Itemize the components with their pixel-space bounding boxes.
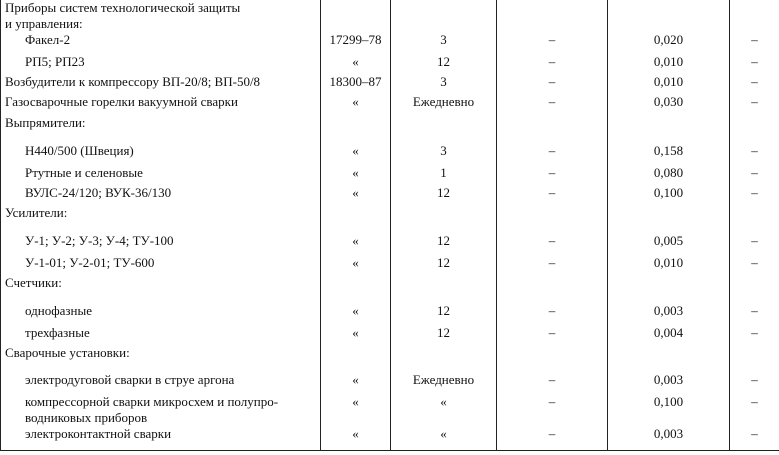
cell-col5: 0,003 bbox=[608, 303, 730, 325]
cell-standard: 18300–87 bbox=[321, 74, 391, 94]
cell-col4: – bbox=[497, 32, 608, 54]
cell-col5: 0,004 bbox=[608, 325, 730, 345]
cell-col4: – bbox=[497, 394, 608, 410]
cell-name bbox=[1, 205, 321, 233]
cell-standard: « bbox=[321, 325, 391, 345]
cell-col6 bbox=[730, 16, 779, 32]
cell-period: Ежедневно bbox=[391, 94, 497, 115]
cell-period: Ежедневно bbox=[391, 372, 497, 394]
cell-col5: 0,005 bbox=[608, 233, 730, 255]
table-row bbox=[1, 410, 779, 426]
cell-col5 bbox=[608, 205, 730, 233]
cell-name bbox=[1, 345, 321, 372]
cell-name bbox=[1, 303, 321, 325]
cell-standard bbox=[321, 410, 391, 426]
cell-col4 bbox=[497, 0, 608, 16]
cell-col5: 0,020 bbox=[608, 32, 730, 54]
table-row bbox=[1, 394, 779, 410]
table-row bbox=[1, 233, 779, 255]
cell-name bbox=[1, 394, 321, 410]
cell-name bbox=[1, 325, 321, 345]
cell-period: 12 bbox=[391, 325, 497, 345]
cell-name bbox=[1, 255, 321, 275]
cell-col4: – bbox=[497, 233, 608, 255]
row-name: компрессорной сварки микросхем и полупро- bbox=[25, 394, 279, 409]
row-name: Усилители: bbox=[5, 205, 68, 220]
table-row bbox=[1, 54, 779, 74]
row-name: однофазные bbox=[25, 303, 92, 318]
cell-col5: 0,010 bbox=[608, 255, 730, 275]
table-row bbox=[1, 143, 779, 165]
cell-standard: « bbox=[321, 165, 391, 185]
cell-col4: – bbox=[497, 255, 608, 275]
cell-col4 bbox=[497, 345, 608, 372]
cell-col4: – bbox=[497, 303, 608, 325]
cell-standard: « bbox=[321, 185, 391, 205]
cell-col6 bbox=[730, 115, 779, 143]
row-name: Сварочные установки: bbox=[5, 345, 130, 360]
cell-name bbox=[1, 143, 321, 165]
table-row bbox=[1, 255, 779, 275]
cell-period: 12 bbox=[391, 185, 497, 205]
cell-col6: – bbox=[730, 372, 779, 394]
cell-col6 bbox=[730, 345, 779, 372]
cell-col5 bbox=[608, 275, 730, 303]
cell-standard bbox=[321, 205, 391, 233]
cell-col5 bbox=[608, 16, 730, 32]
cell-col4: – bbox=[497, 74, 608, 94]
cell-col6 bbox=[730, 0, 779, 16]
cell-standard bbox=[321, 0, 391, 16]
cell-col4: – bbox=[497, 54, 608, 74]
cell-period: 1 bbox=[391, 165, 497, 185]
table-body bbox=[1, 0, 779, 450]
cell-standard bbox=[321, 16, 391, 32]
cell-standard bbox=[321, 345, 391, 372]
table-row bbox=[1, 372, 779, 394]
cell-col6: – bbox=[730, 426, 779, 450]
cell-name bbox=[1, 54, 321, 74]
cell-col4: – bbox=[497, 372, 608, 394]
table-row bbox=[1, 205, 779, 233]
cell-col6: – bbox=[730, 233, 779, 255]
table-row bbox=[1, 185, 779, 205]
cell-period: 12 bbox=[391, 233, 497, 255]
cell-col4 bbox=[497, 410, 608, 426]
cell-col5: 0,100 bbox=[608, 185, 730, 205]
table-row bbox=[1, 94, 779, 115]
cell-period bbox=[391, 16, 497, 32]
cell-col5 bbox=[608, 410, 730, 426]
cell-col5 bbox=[608, 0, 730, 16]
cell-col5: 0,010 bbox=[608, 54, 730, 74]
cell-col5 bbox=[608, 345, 730, 372]
cell-standard: « bbox=[321, 255, 391, 275]
cell-period: 3 bbox=[391, 74, 497, 94]
cell-col6: – bbox=[730, 185, 779, 205]
cell-col4 bbox=[497, 16, 608, 32]
cell-col4: – bbox=[497, 325, 608, 345]
row-name: Счетчики: bbox=[5, 275, 62, 290]
cell-name bbox=[1, 372, 321, 394]
cell-col5: 0,158 bbox=[608, 143, 730, 165]
row-name: Возбудители к компрессору ВП-20/8; ВП-50/8 bbox=[5, 74, 261, 89]
cell-col6: – bbox=[730, 32, 779, 54]
cell-col5: 0,080 bbox=[608, 165, 730, 185]
cell-period: 3 bbox=[391, 32, 497, 54]
row-name: Приборы систем технологической защиты bbox=[5, 0, 241, 15]
cell-period bbox=[391, 205, 497, 233]
row-name: водниковых приборов bbox=[25, 410, 148, 425]
row-name: ВУЛС-24/120; ВУК-36/130 bbox=[25, 185, 172, 200]
cell-period: « bbox=[391, 426, 497, 450]
cell-col6: – bbox=[730, 303, 779, 325]
cell-name bbox=[1, 0, 321, 16]
cell-name bbox=[1, 233, 321, 255]
table-row bbox=[1, 74, 779, 94]
cell-period bbox=[391, 345, 497, 372]
cell-col4: – bbox=[497, 94, 608, 115]
cell-col5: 0,003 bbox=[608, 372, 730, 394]
cell-col6: – bbox=[730, 143, 779, 165]
cell-col5: 0,010 bbox=[608, 74, 730, 94]
cell-standard: « bbox=[321, 394, 391, 410]
table-row bbox=[1, 32, 779, 54]
row-name: У-1; У-2; У-3; У-4; ТУ-100 bbox=[25, 233, 174, 248]
cell-name bbox=[1, 94, 321, 115]
row-name: трехфазные bbox=[25, 325, 90, 340]
cell-period bbox=[391, 275, 497, 303]
cell-col4: – bbox=[497, 185, 608, 205]
cell-standard: « bbox=[321, 372, 391, 394]
row-name: электродуговой сварки в струе аргона bbox=[25, 372, 235, 387]
cell-col4: – bbox=[497, 426, 608, 450]
cell-col6: – bbox=[730, 54, 779, 74]
cell-standard: « bbox=[321, 54, 391, 74]
cell-standard: « bbox=[321, 233, 391, 255]
row-name: Выпрямители: bbox=[5, 115, 86, 130]
table-row bbox=[1, 0, 779, 16]
cell-period bbox=[391, 410, 497, 426]
cell-col4: – bbox=[497, 165, 608, 185]
cell-standard: « bbox=[321, 94, 391, 115]
cell-standard: « bbox=[321, 426, 391, 450]
cell-col6: – bbox=[730, 325, 779, 345]
row-name: Ртутные и селеновые bbox=[25, 165, 143, 180]
cell-name bbox=[1, 185, 321, 205]
cell-name bbox=[1, 16, 321, 32]
cell-standard: « bbox=[321, 303, 391, 325]
row-name: Факел-2 bbox=[25, 32, 71, 47]
cell-name bbox=[1, 426, 321, 450]
cell-period: 12 bbox=[391, 255, 497, 275]
row-name: У-1-01; У-2-01; ТУ-600 bbox=[25, 255, 155, 270]
cell-col5: 0,003 bbox=[608, 426, 730, 450]
row-name: электроконтактной сварки bbox=[25, 426, 172, 441]
cell-standard bbox=[321, 115, 391, 143]
table-row bbox=[1, 275, 779, 303]
cell-col4 bbox=[497, 275, 608, 303]
cell-standard bbox=[321, 275, 391, 303]
cell-col5: 0,100 bbox=[608, 394, 730, 410]
table-row bbox=[1, 426, 779, 450]
cell-col5: 0,030 bbox=[608, 94, 730, 115]
cell-name bbox=[1, 275, 321, 303]
row-name: Газосварочные горелки вакуумной сварки bbox=[5, 94, 238, 109]
row-name: РП5; РП23 bbox=[25, 54, 85, 69]
cell-period: « bbox=[391, 394, 497, 410]
cell-name bbox=[1, 115, 321, 143]
cell-period: 12 bbox=[391, 54, 497, 74]
cell-col6: – bbox=[730, 165, 779, 185]
row-name: и управления: bbox=[5, 16, 83, 31]
cell-col6: – bbox=[730, 74, 779, 94]
cell-standard: « bbox=[321, 143, 391, 165]
cell-name bbox=[1, 410, 321, 426]
cell-period: 3 bbox=[391, 143, 497, 165]
cell-period bbox=[391, 115, 497, 143]
cell-col4 bbox=[497, 205, 608, 233]
cell-name bbox=[1, 165, 321, 185]
row-name: Н440/500 (Швеция) bbox=[25, 143, 134, 158]
cell-period bbox=[391, 0, 497, 16]
cell-col4: – bbox=[497, 143, 608, 165]
cell-col6: – bbox=[730, 255, 779, 275]
table-row bbox=[1, 16, 779, 32]
cell-standard: 17299–78 bbox=[321, 32, 391, 54]
cell-name bbox=[1, 32, 321, 54]
cell-col6: – bbox=[730, 394, 779, 410]
cell-col6 bbox=[730, 205, 779, 233]
table-row bbox=[1, 165, 779, 185]
cell-period: 12 bbox=[391, 303, 497, 325]
table-row bbox=[1, 325, 779, 345]
cell-col4 bbox=[497, 115, 608, 143]
cell-col6 bbox=[730, 275, 779, 303]
table-row bbox=[1, 303, 779, 325]
cell-name bbox=[1, 74, 321, 94]
cell-col5 bbox=[608, 115, 730, 143]
table-row bbox=[1, 345, 779, 372]
cell-col6: – bbox=[730, 94, 779, 115]
cell-col6 bbox=[730, 410, 779, 426]
table-row bbox=[1, 115, 779, 143]
